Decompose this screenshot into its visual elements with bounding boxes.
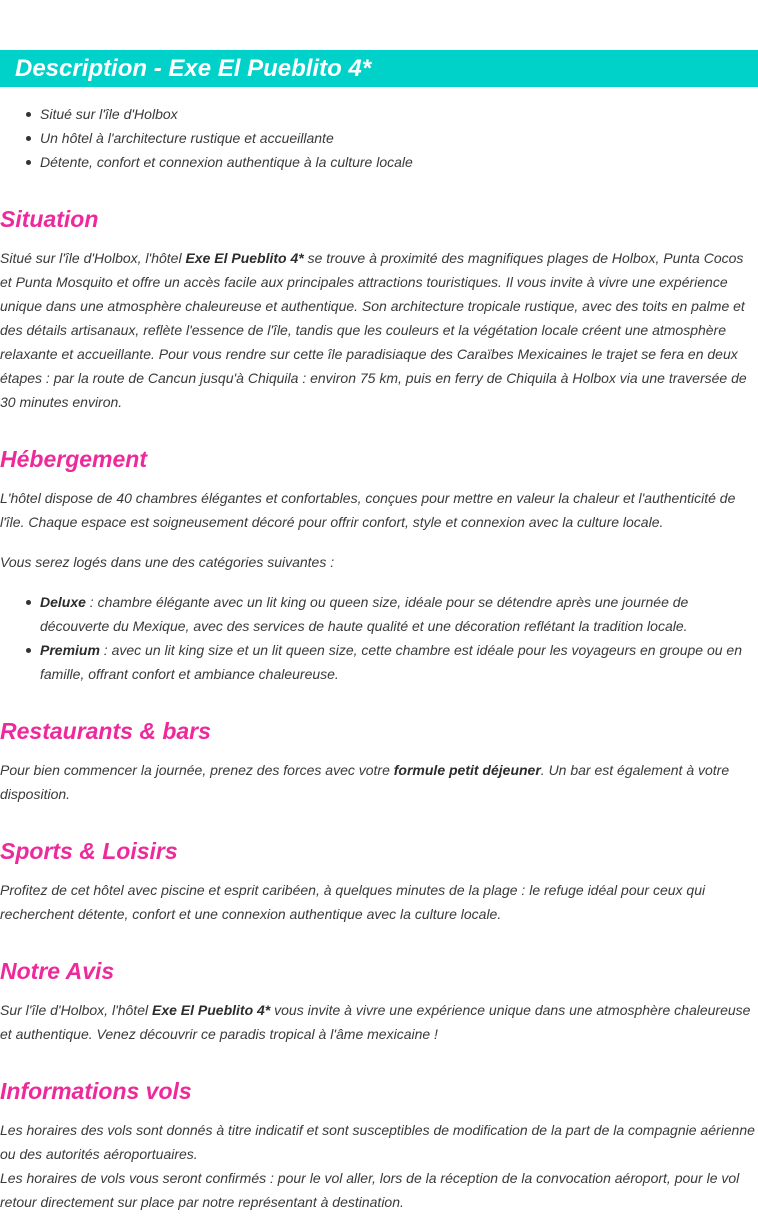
categories-intro: Vous serez logés dans une des catégories suivantes : bbox=[0, 554, 335, 570]
highlight-item: Un hôtel à l'architecture rustique et accueillante bbox=[0, 126, 758, 150]
description-title: Description - Exe El Pueblito 4* bbox=[15, 55, 372, 82]
description-banner bbox=[0, 50, 758, 87]
hotel-name: Exe El Pueblito 4* bbox=[185, 250, 304, 266]
room-categories-list bbox=[0, 590, 758, 686]
sports-heading: Sports & Loisirs bbox=[0, 838, 178, 864]
hebergement-paragraph: L'hôtel dispose de 40 chambres élégantes et confortables, conçues pour mettre en valeur la chaleur et l'authenticité de l'île. Chaque espace est soigneusement décoré pour offrir confort, style et connexion avec la culture locale. bbox=[0, 490, 736, 530]
highlight-item: Détente, confort et connexion authentique à la culture locale bbox=[0, 150, 758, 174]
room-category-premium: Premium : avec un lit king size et un lit queen size, cette chambre est idéale pour les voyageurs en groupe ou en famille, offrant confort et ambiance chaleureuse. bbox=[0, 638, 758, 686]
vols-line-2: Les horaires de vols vous seront confirmés : pour le vol aller, lors de la réception de la convocation aéroport, pour le vol retour directement sur place par notre représentant à destination. bbox=[0, 1170, 740, 1210]
highlights-list bbox=[0, 102, 758, 174]
highlight-item: Situé sur l'île d'Holbox bbox=[0, 102, 758, 126]
vols-line-1: Les horaires des vols sont donnés à titre indicatif et sont susceptibles de modification de la part de la compagnie aérienne ou des autorités aéroportuaires. bbox=[0, 1122, 755, 1162]
restaurants-paragraph: Pour bien commencer la journée, prenez des forces avec votre formule petit déjeuner. Un bar est également à votre disposition. bbox=[0, 762, 730, 802]
vols-heading: Informations vols bbox=[0, 1078, 192, 1104]
avis-paragraph: Sur l'île d'Holbox, l'hôtel Exe El Pueblito 4* vous invite à vivre une expérience unique dans une atmosphère chaleureuse et authentique. Venez découvrir ce paradis tropical à l'âme mexicaine ! bbox=[0, 1002, 751, 1042]
situation-paragraph: Situé sur l'île d'Holbox, l'hôtel Exe El Pueblito 4* se trouve à proximité des magnifiques plages de Holbox, Punta Cocos et Punta Mosquito et offre un accès facile aux principales attractions touristiques. Il vous invite à vivre une expérience unique dans une atmosphère chaleureuse et authentique. Son architecture tropicale rustique, avec des toits en palme et des détails artisanaux, reflète l'essence de l'île, tandis que les couleurs et la végétation locale créent une atmosphère relaxante et accueillante. Pour vous rendre sur cette île paradisiaque des Caraïbes Mexicaines le trajet se fera en deux étapes : par la route de Cancun jusqu'à Chiquila : environ 75 km, puis en ferry de Chiquila à Holbox via une traversée de 30 minutes environ. bbox=[0, 250, 747, 410]
hebergement-heading: Hébergement bbox=[0, 446, 147, 472]
vols-paragraph bbox=[0, 1118, 758, 1214]
room-category-deluxe: Deluxe : chambre élégante avec un lit king ou queen size, idéale pour se détendre après une journée de découverte du Mexique, avec des services de haute qualité et une décoration reflétant la tradition locale. bbox=[0, 590, 758, 638]
situation-heading: Situation bbox=[0, 206, 99, 232]
restaurants-heading: Restaurants & bars bbox=[0, 718, 211, 744]
avis-heading: Notre Avis bbox=[0, 958, 115, 984]
sports-paragraph: Profitez de cet hôtel avec piscine et esprit caribéen, à quelques minutes de la plage : le refuge idéal pour ceux qui recherchent détente, confort et une connexion authentique avec la culture locale. bbox=[0, 882, 706, 922]
